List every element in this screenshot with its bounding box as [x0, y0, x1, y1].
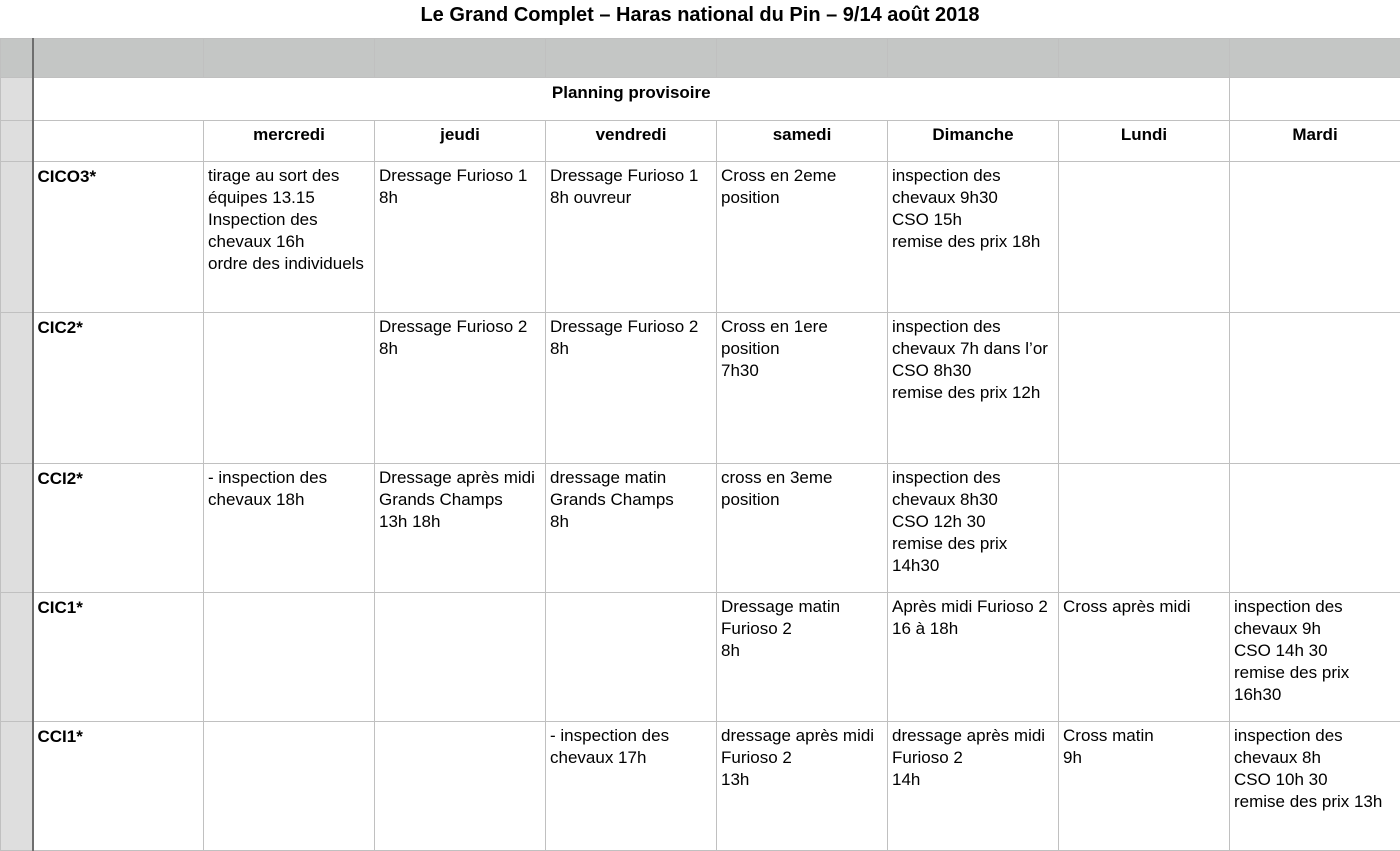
- schedule-cell[interactable]: Cross en 2eme position: [717, 162, 888, 313]
- row-header[interactable]: [1, 313, 33, 464]
- schedule-cell[interactable]: [204, 593, 375, 722]
- schedule-cell[interactable]: Dressage Furioso 1 8h ouvreur: [546, 162, 717, 313]
- day-header[interactable]: samedi: [717, 121, 888, 162]
- schedule-cell[interactable]: Après midi Furioso 2 16 à 18h: [888, 593, 1059, 722]
- schedule-cell[interactable]: - inspection des chevaux 18h: [204, 464, 375, 593]
- column-header[interactable]: [1059, 39, 1230, 78]
- category-row: [1, 722, 1400, 851]
- row-header[interactable]: [1, 722, 33, 851]
- category-label[interactable]: CIC2*: [33, 313, 204, 464]
- day-header[interactable]: Dimanche: [888, 121, 1059, 162]
- schedule-cell[interactable]: Dressage après midi Grands Champs 13h 18h: [375, 464, 546, 593]
- schedule-cell[interactable]: inspection des chevaux 9h CSO 14h 30 remise des prix 16h30: [1230, 593, 1400, 722]
- column-header[interactable]: [546, 39, 717, 78]
- column-header[interactable]: [33, 39, 204, 78]
- schedule-cell[interactable]: [1230, 313, 1400, 464]
- category-label[interactable]: CIC1*: [33, 593, 204, 722]
- schedule-cell[interactable]: inspection des chevaux 8h30 CSO 12h 30 remise des prix 14h30: [888, 464, 1059, 593]
- category-label[interactable]: CCI2*: [33, 464, 204, 593]
- schedule-cell[interactable]: Dressage matin Furioso 2 8h: [717, 593, 888, 722]
- schedule-cell[interactable]: Dressage Furioso 2 8h: [375, 313, 546, 464]
- sheet-cell[interactable]: [1230, 78, 1400, 121]
- planning-title-row: [1, 78, 1400, 121]
- column-header[interactable]: [888, 39, 1059, 78]
- category-row: [1, 162, 1400, 313]
- schedule-cell[interactable]: [375, 593, 546, 722]
- schedule-cell[interactable]: Cross après midi: [1059, 593, 1230, 722]
- category-row: [1, 313, 1400, 464]
- planning-title[interactable]: Planning provisoire: [33, 78, 1230, 121]
- schedule-cell[interactable]: [1059, 313, 1230, 464]
- schedule-cell[interactable]: [1059, 464, 1230, 593]
- schedule-cell[interactable]: inspection des chevaux 8h CSO 10h 30 remise des prix 13h: [1230, 722, 1400, 851]
- schedule-cell[interactable]: inspection des chevaux 7h dans l’or CSO 8h30 remise des prix 12h: [888, 313, 1059, 464]
- sheet-cell[interactable]: [33, 121, 204, 162]
- schedule-cell[interactable]: [204, 313, 375, 464]
- schedule-cell[interactable]: Cross matin 9h: [1059, 722, 1230, 851]
- category-row: [1, 464, 1400, 593]
- corner-cell[interactable]: [1, 39, 33, 78]
- day-header[interactable]: jeudi: [375, 121, 546, 162]
- category-row: [1, 593, 1400, 722]
- schedule-cell[interactable]: [1059, 162, 1230, 313]
- column-header[interactable]: [1230, 39, 1400, 78]
- schedule-cell[interactable]: cross en 3eme position: [717, 464, 888, 593]
- day-header[interactable]: Mardi: [1230, 121, 1400, 162]
- day-header[interactable]: mercredi: [204, 121, 375, 162]
- schedule-cell[interactable]: [1230, 464, 1400, 593]
- column-header[interactable]: [717, 39, 888, 78]
- row-header[interactable]: [1, 121, 33, 162]
- page-title: Le Grand Complet – Haras national du Pin – 9/14 août 2018: [0, 0, 1400, 38]
- column-header-row: [1, 39, 1400, 78]
- schedule-table: [0, 38, 1400, 851]
- column-header[interactable]: [204, 39, 375, 78]
- schedule-cell[interactable]: inspection des chevaux 9h30 CSO 15h remise des prix 18h: [888, 162, 1059, 313]
- days-row: [1, 121, 1400, 162]
- row-header[interactable]: [1, 78, 33, 121]
- schedule-cell[interactable]: [204, 722, 375, 851]
- row-header[interactable]: [1, 162, 33, 313]
- schedule-cell[interactable]: dressage matin Grands Champs 8h: [546, 464, 717, 593]
- category-label[interactable]: CCI1*: [33, 722, 204, 851]
- row-header[interactable]: [1, 464, 33, 593]
- schedule-cell[interactable]: Dressage Furioso 1 8h: [375, 162, 546, 313]
- schedule-cell[interactable]: dressage après midi Furioso 2 14h: [888, 722, 1059, 851]
- schedule-cell[interactable]: tirage au sort des équipes 13.15 Inspection des chevaux 16h ordre des individuels: [204, 162, 375, 313]
- column-header[interactable]: [375, 39, 546, 78]
- day-header[interactable]: vendredi: [546, 121, 717, 162]
- row-header[interactable]: [1, 593, 33, 722]
- schedule-cell[interactable]: [546, 593, 717, 722]
- schedule-cell[interactable]: - inspection des chevaux 17h: [546, 722, 717, 851]
- schedule-cell[interactable]: Dressage Furioso 2 8h: [546, 313, 717, 464]
- schedule-cell[interactable]: [1230, 162, 1400, 313]
- schedule-cell[interactable]: dressage après midi Furioso 2 13h: [717, 722, 888, 851]
- schedule-cell[interactable]: Cross en 1ere position 7h30: [717, 313, 888, 464]
- schedule-cell[interactable]: [375, 722, 546, 851]
- day-header[interactable]: Lundi: [1059, 121, 1230, 162]
- category-label[interactable]: CICO3*: [33, 162, 204, 313]
